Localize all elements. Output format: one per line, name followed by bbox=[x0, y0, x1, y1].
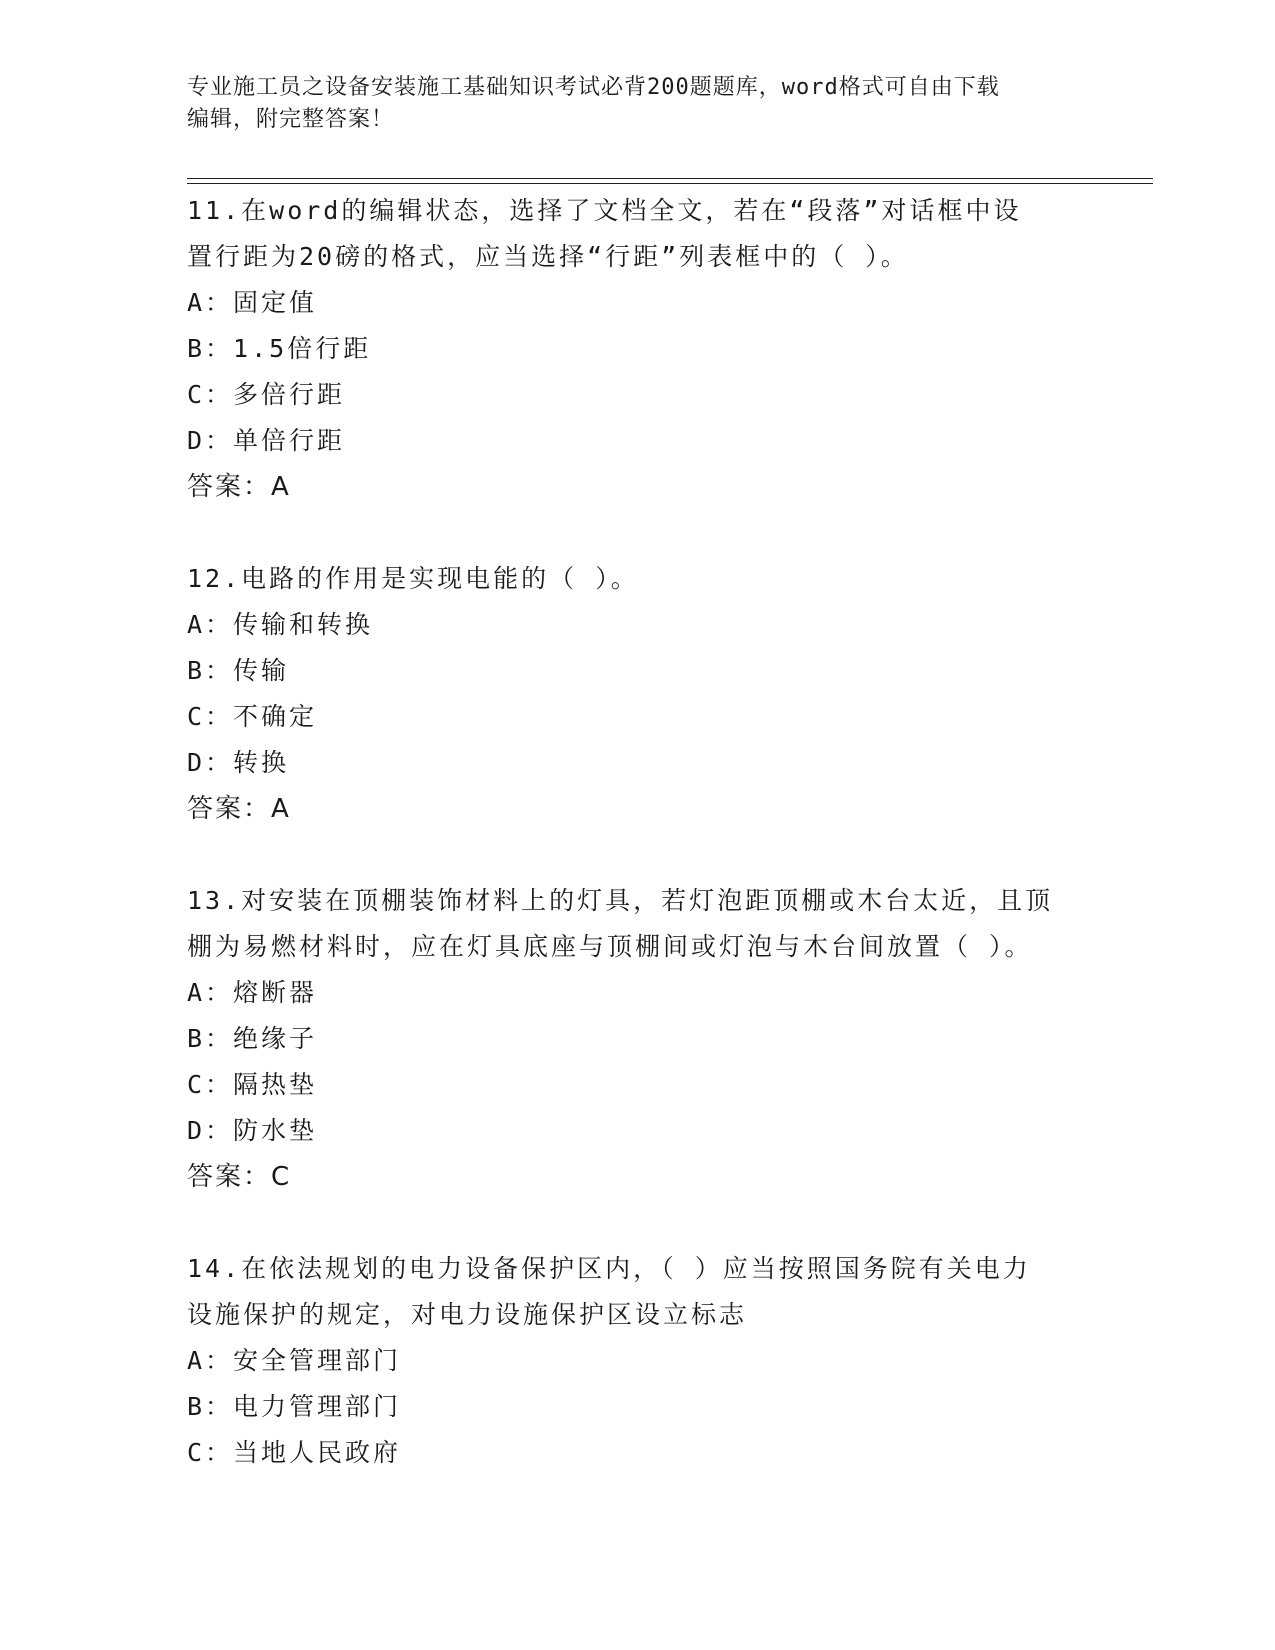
question-stem-line: 设施保护的规定，对电力设施保护区设立标志 bbox=[187, 1300, 748, 1329]
option-a: A：传输和转换 bbox=[187, 610, 374, 639]
option-c: C：不确定 bbox=[187, 702, 318, 731]
option-a: A：固定值 bbox=[187, 288, 318, 317]
question-stem-line: 11.在word的编辑状态，选择了文档全文，若在“段落”对话框中设 bbox=[187, 196, 1022, 225]
header-divider-top bbox=[187, 178, 1153, 179]
option-c: C：多倍行距 bbox=[187, 380, 346, 409]
option-a: A：安全管理部门 bbox=[187, 1346, 402, 1375]
question-stem-line: 棚为易燃材料时，应在灯具底座与顶棚间或灯泡与木台间放置（ ）。 bbox=[187, 932, 1033, 961]
option-b: B：传输 bbox=[187, 656, 290, 685]
question-12 bbox=[187, 556, 1087, 832]
question-stem-line: 置行距为20磅的格式，应当选择“行距”列表框中的（ ）。 bbox=[187, 242, 909, 271]
option-a: A：熔断器 bbox=[187, 978, 318, 1007]
question-list bbox=[187, 188, 1087, 1476]
question-stem-line: 13.对安装在顶棚装饰材料上的灯具，若灯泡距顶棚或木台太近，且顶 bbox=[187, 886, 1054, 915]
option-d: D：转换 bbox=[187, 748, 290, 777]
question-14 bbox=[187, 1246, 1087, 1476]
question-spacer bbox=[187, 832, 1087, 878]
option-d: D：防水垫 bbox=[187, 1116, 318, 1145]
answer-line: 答案：A bbox=[187, 472, 291, 502]
header-divider-bottom bbox=[187, 183, 1153, 184]
question-spacer bbox=[187, 510, 1087, 556]
document-header bbox=[187, 72, 1067, 136]
option-c: C：当地人民政府 bbox=[187, 1438, 402, 1467]
question-13 bbox=[187, 878, 1087, 1200]
option-d: D：单倍行距 bbox=[187, 426, 346, 455]
option-c: C：隔热垫 bbox=[187, 1070, 318, 1099]
option-b: B：1.5倍行距 bbox=[187, 334, 372, 363]
question-stem-line: 14.在依法规划的电力设备保护区内，（ ）应当按照国务院有关电力 bbox=[187, 1254, 1031, 1283]
question-11 bbox=[187, 188, 1087, 510]
option-b: B：电力管理部门 bbox=[187, 1392, 402, 1421]
header-title-line-1: 专业施工员之设备安装施工基础知识考试必背200题题库，word格式可自由下载 bbox=[187, 75, 1000, 100]
question-stem-line: 12.电路的作用是实现电能的（ ）。 bbox=[187, 564, 639, 593]
answer-line: 答案：C bbox=[187, 1162, 292, 1192]
header-title-line-2: 编辑，附完整答案！ bbox=[187, 107, 395, 132]
option-b: B：绝缘子 bbox=[187, 1024, 318, 1053]
answer-line: 答案：A bbox=[187, 794, 291, 824]
question-spacer bbox=[187, 1200, 1087, 1246]
